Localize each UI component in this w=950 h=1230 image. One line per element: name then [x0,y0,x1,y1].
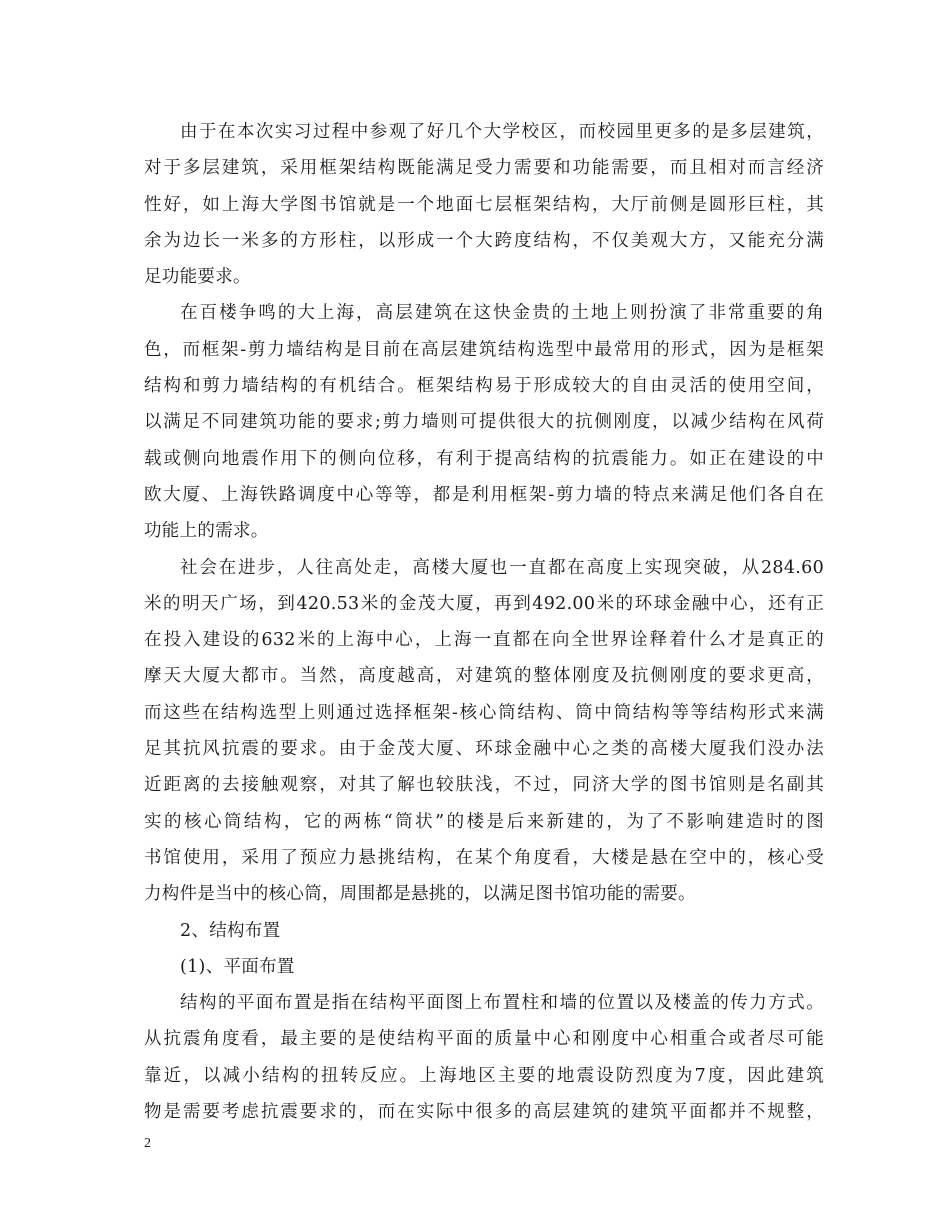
text-line: 性好，如上海大学图书馆就是一个地面七层框架结构，大厅前侧是圆形巨柱，其 [144,194,824,215]
text-line: 近距离的去接触观察，对其了解也较肤浅，不过，同济大学的图书馆则是名副其 [144,775,824,796]
text-line: 以满足不同建筑功能的要求;剪力墙则可提供很大的抗侧刚度，以减少结构在风荷 [144,412,824,433]
text-line: 摩天大厦大都市。当然，高度越高，对建筑的整体刚度及抗侧刚度的要求更高， [144,666,824,687]
text-line: 结构和剪力墙结构的有机结合。框架结构易于形成较大的自由灵活的使用空间， [144,376,824,397]
text-line: 结构的平面布置是指在结构平面图上布置柱和墙的位置以及楼盖的传力方式。 [180,993,824,1014]
text-line: 足功能要求。 [144,267,251,288]
text-line: 功能上的需求。 [144,521,269,542]
text-line: 米的明天广场，到420.53米的金茂大厦，再到492.00米的环球金融中心，还有正 [144,593,824,614]
text-line: 从抗震角度看，最主要的是使结构平面的质量中心和刚度中心相重合或者尽可能 [144,1029,824,1050]
text-line: 足其抗风抗震的要求。由于金茂大厦、环球金融中心之类的高楼大厦我们没办法 [144,739,824,760]
page-number: 2 [144,1136,151,1151]
text-line: 力构件是当中的核心筒，周围都是悬挑的，以满足图书馆功能的需要。 [144,884,696,905]
text-line: 载或侧向地震作用下的侧向位移，有利于提高结构的抗震能力。如正在建设的中 [144,448,824,469]
text-line: 靠近，以减小结构的扭转反应。上海地区主要的地震设防烈度为7度，因此建筑 [144,1065,824,1086]
text-line: (1)、平面布置 [180,956,295,977]
text-line: 在百楼争鸣的大上海，高层建筑在这快金贵的土地上则扮演了非常重要的角 [180,303,824,324]
text-line: 欧大厦、上海铁路调度中心等等，都是利用框架-剪力墙的特点来满足他们各自在 [144,484,824,505]
text-line: 实的核心筒结构，它的两栋“筒状”的楼是后来新建的，为了不影响建造时的图 [144,811,824,832]
text-line: 社会在进步，人往高处走，高楼大厦也一直都在高度上实现突破，从284.60 [180,557,824,578]
text-line: 物是需要考虑抗震要求的，而在实际中很多的高层建筑的建筑平面都并不规整， [144,1102,824,1123]
text-line: 书馆使用，采用了预应力悬挑结构，在某个角度看，大楼是悬在空中的，核心受 [144,847,824,868]
text-line: 在投入建设的632米的上海中心，上海一直都在向全世界诠释着什么才是真正的 [144,630,824,651]
document-body [144,114,824,1130]
text-line: 对于多层建筑，采用框架结构既能满足受力需要和功能需要，而且相对而言经济 [144,158,824,179]
text-line: 色，而框架-剪力墙结构是目前在高层建筑结构选型中最常用的形式，因为是框架 [144,339,824,360]
text-line: 2、结构布置 [180,920,281,941]
text-line: 余为边长一米多的方形柱，以形成一个大跨度结构，不仅美观大方，又能充分满 [144,230,824,251]
text-line: 由于在本次实习过程中参观了好几个大学校区，而校园里更多的是多层建筑， [180,122,824,142]
text-line: 而这些在结构选型上则通过选择框架-核心筒结构、筒中筒结构等等结构形式来满 [144,702,824,723]
